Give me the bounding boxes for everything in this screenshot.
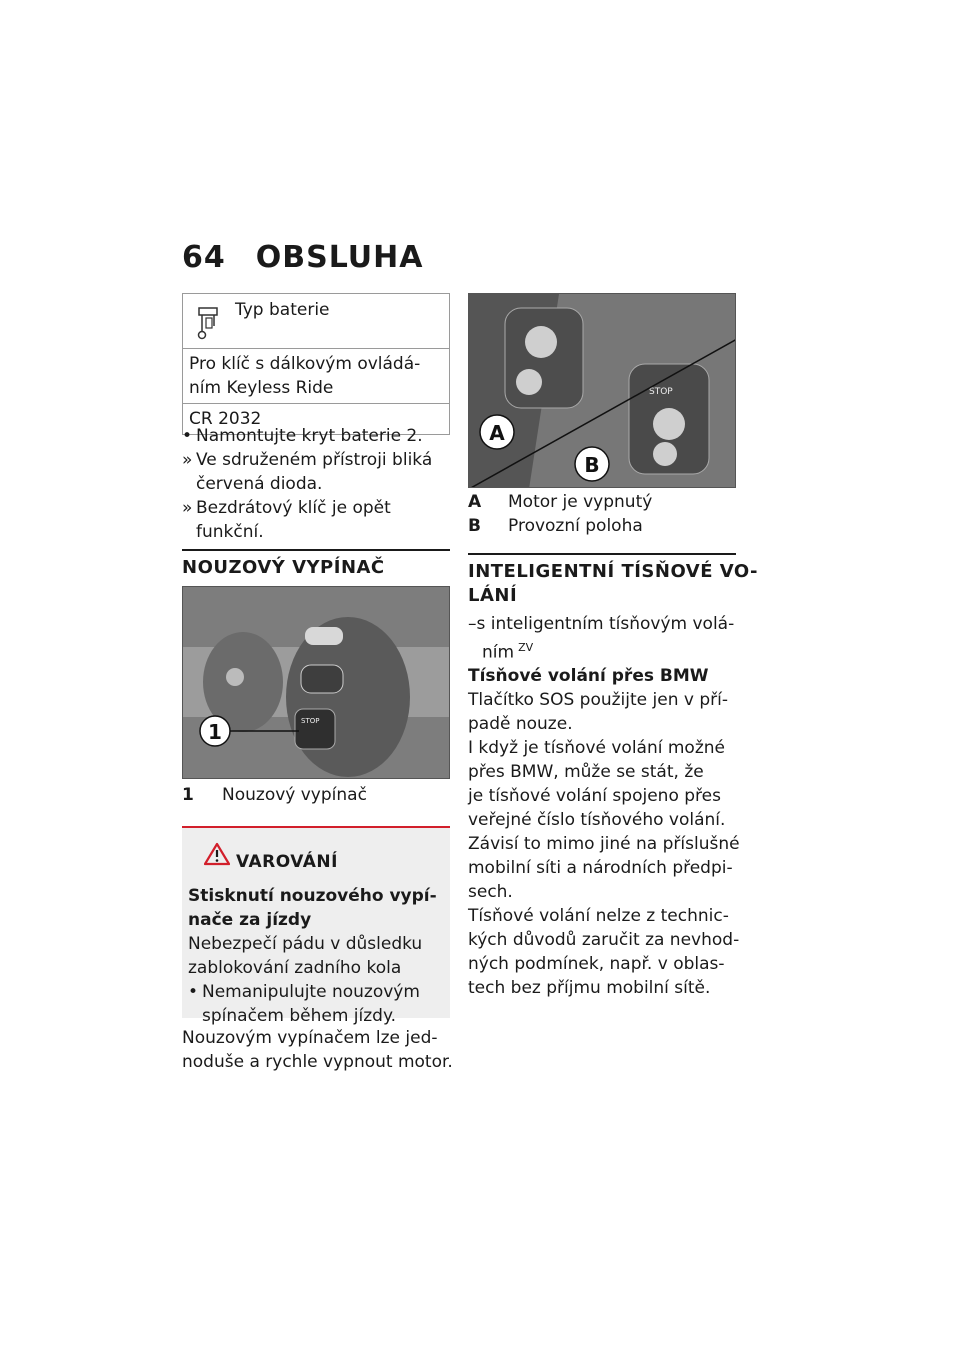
paragraph-line: Tísňové volání nelze z technic- xyxy=(468,906,729,926)
warning-box xyxy=(182,826,450,1026)
page-header xyxy=(182,240,423,275)
section-rule xyxy=(468,553,736,555)
note-line: –s inteligentním tísňovým volá- xyxy=(468,614,735,634)
step-line: červená dioda. xyxy=(196,474,323,494)
battery-icon xyxy=(197,306,221,340)
start-switch-illustration xyxy=(469,294,736,488)
spec-label: Typ baterie xyxy=(235,300,330,320)
paragraph-line: Nouzovým vypínačem lze jed- xyxy=(182,1028,438,1048)
step-item xyxy=(182,424,452,448)
legend-key: B xyxy=(468,516,481,536)
call-paragraph xyxy=(468,688,750,1000)
legend-key: 1 xyxy=(182,785,194,805)
legend-key: A xyxy=(468,492,482,512)
step-line: Ve sdruženém přístroji bliká xyxy=(196,450,433,470)
paragraph-line: kých důvodů zaručit za nevhod- xyxy=(468,930,740,950)
paragraph-line: tech bez příjmu mobilní sítě. xyxy=(468,978,711,998)
note-superscript: ZV xyxy=(518,641,534,654)
legend-text: Nouzový vypínač xyxy=(222,785,367,805)
paragraph-line: veřejné číslo tísňového volání. xyxy=(468,810,726,830)
callout-b: B xyxy=(584,453,600,477)
warning-header xyxy=(188,828,444,884)
warning-bullet-line: Nemanipulujte nouzovým xyxy=(202,982,420,1002)
paragraph-line: sech. xyxy=(468,882,513,902)
warning-body-line: Nebezpečí pádu v důsledku xyxy=(188,934,423,954)
note-line-wrap xyxy=(468,636,748,665)
emergency-switch-photo xyxy=(182,586,450,779)
start-stop-legend xyxy=(468,490,652,538)
handlebar-illustration xyxy=(183,587,450,779)
spec-header-row xyxy=(183,294,449,348)
emergency-paragraph xyxy=(182,1026,462,1074)
title-line: INTELIGENTNÍ TÍSŇOVÉ VO- xyxy=(468,561,758,582)
emergency-legend xyxy=(182,783,367,807)
step-line: Namontujte kryt baterie 2. xyxy=(196,426,423,446)
paragraph-line: Tlačítko SOS použijte jen v pří- xyxy=(468,690,728,710)
paragraph-line: padě nouze. xyxy=(468,714,573,734)
emergency-call-title xyxy=(468,560,758,608)
equipment-note xyxy=(468,612,748,665)
warning-triangle-icon xyxy=(204,842,230,866)
callout-1: 1 xyxy=(208,720,222,744)
call-subheading: Tísňové volání přes BMW xyxy=(468,666,709,686)
bullet-dot: • xyxy=(188,982,199,1002)
step-marker: • xyxy=(182,426,193,446)
legend-row xyxy=(468,514,652,538)
warning-bullet-line: spínačem během jízdy. xyxy=(202,1006,396,1026)
stop-label: STOP xyxy=(649,387,673,397)
stop-label: STOP xyxy=(301,717,320,725)
spec-description-row xyxy=(183,348,449,403)
page-number: 64 xyxy=(182,240,226,275)
start-stop-photo xyxy=(468,293,736,488)
step-marker: » xyxy=(182,498,193,518)
warning-heading-line: nače za jízdy xyxy=(188,910,312,930)
warning-heading-line: Stisknutí nouzového vypí- xyxy=(188,886,437,906)
battery-spec-table xyxy=(182,293,450,435)
note-line: ním xyxy=(482,642,515,663)
legend-text: Provozní poloha xyxy=(508,516,643,536)
step-line: funkční. xyxy=(196,522,264,542)
step-line: Bezdrátový klíč je opět xyxy=(196,498,391,518)
paragraph-line: I když je tísňové volání možné xyxy=(468,738,725,758)
paragraph-line: přes BMW, může se stát, že xyxy=(468,762,704,782)
step-item xyxy=(182,496,452,544)
paragraph-line: ných podmínek, např. v oblas- xyxy=(468,954,725,974)
legend-row xyxy=(468,490,652,514)
step-list xyxy=(182,424,452,544)
emergency-switch-title: NOUZOVÝ VYPÍNAČ xyxy=(182,557,385,578)
warning-bullet xyxy=(188,980,444,1028)
spec-description-line: Pro klíč s dálkovým ovládá- xyxy=(189,354,421,374)
spec-description-line: ním Keyless Ride xyxy=(189,378,334,398)
legend-text: Motor je vypnutý xyxy=(508,492,653,512)
paragraph-line: je tísňové volání spojeno přes xyxy=(468,786,721,806)
warning-title: VAROVÁNÍ xyxy=(236,852,338,872)
paragraph-line: Závisí to mimo jiné na příslušné xyxy=(468,834,740,854)
step-item xyxy=(182,448,452,496)
callout-a: A xyxy=(489,421,505,445)
step-marker: » xyxy=(182,450,193,470)
section-title: OBSLUHA xyxy=(255,240,424,275)
spec-value: CR 2032 xyxy=(189,409,262,429)
section-rule xyxy=(182,549,450,551)
paragraph-line: mobilní síti a národních předpi- xyxy=(468,858,733,878)
paragraph-line: noduše a rychle vypnout motor. xyxy=(182,1052,453,1072)
title-line: LÁNÍ xyxy=(468,585,518,606)
warning-body-line: zablokování zadního kola xyxy=(188,958,402,978)
